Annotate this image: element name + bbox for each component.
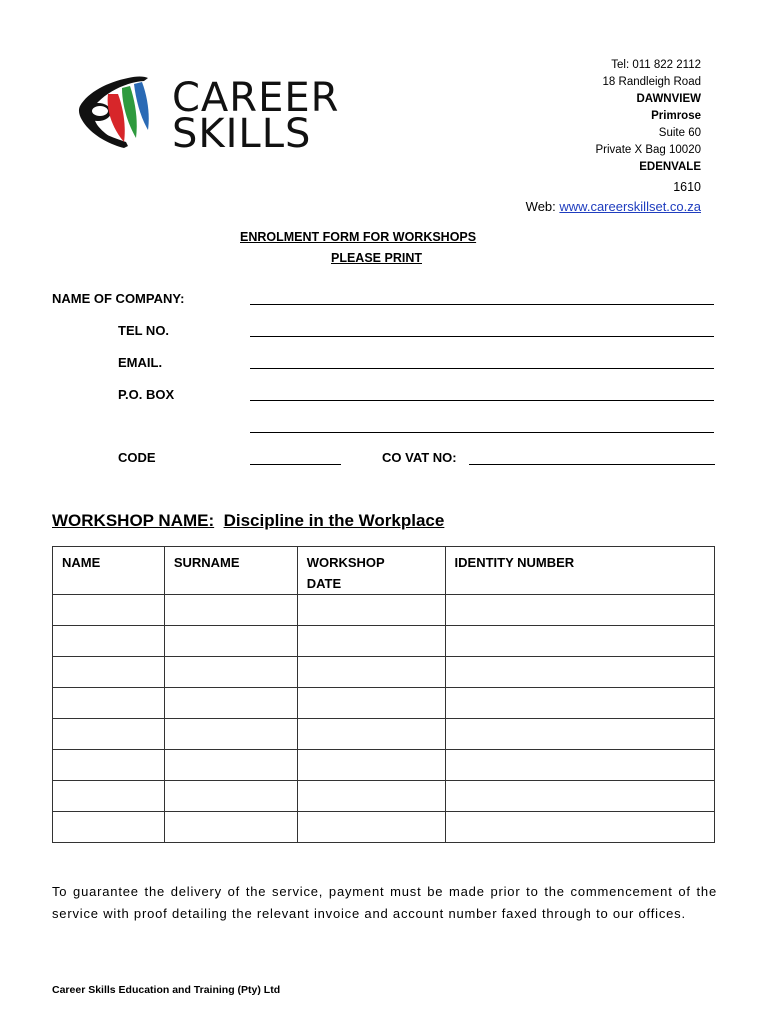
cell-surname[interactable]: [164, 626, 297, 657]
company-logo: [78, 72, 358, 156]
vat-input-line[interactable]: [469, 464, 715, 465]
table-row: [53, 626, 715, 657]
tel-label: TEL NO.: [118, 323, 170, 338]
code-input-line[interactable]: [250, 464, 341, 465]
cell-surname[interactable]: [164, 719, 297, 750]
workshop-label: WORKSHOP NAME:: [52, 511, 215, 530]
cell-name[interactable]: [53, 719, 165, 750]
payment-notice: To guarantee the delivery of the service, payment must be made prior to the commencement of the service with proof detailing the relevant invoice and account number faxed through to our offices.: [52, 884, 717, 921]
company-input-line[interactable]: [250, 304, 714, 305]
table-row: [53, 781, 715, 812]
cell-date[interactable]: [297, 626, 445, 657]
cell-name[interactable]: [53, 688, 165, 719]
po-box-label: P.O. BOX: [118, 387, 175, 402]
company-label: NAME OF COMPANY:: [52, 291, 185, 306]
header-date-line2: DATE: [306, 576, 342, 591]
web-label: Web:: [525, 199, 560, 214]
po-box-input-line-2[interactable]: [250, 432, 714, 433]
suburb-line: Primrose: [651, 110, 701, 122]
cell-name[interactable]: [53, 595, 165, 626]
cell-date[interactable]: [297, 595, 445, 626]
table-row: [53, 657, 715, 688]
website-link[interactable]: www.careerskillset.co.za: [559, 199, 701, 214]
company-footer: Career Skills Education and Training (Pty) Ltd: [52, 984, 281, 996]
table-row: [53, 750, 715, 781]
cell-date[interactable]: [297, 812, 445, 843]
city-line: EDENVALE: [639, 161, 701, 173]
suite-line: Suite 60: [658, 127, 701, 139]
cell-surname[interactable]: [164, 657, 297, 688]
cell-id[interactable]: [445, 595, 714, 626]
cell-date[interactable]: [297, 688, 445, 719]
table-row: [53, 719, 715, 750]
cell-name[interactable]: [53, 750, 165, 781]
attendee-table: [52, 546, 715, 843]
cell-id[interactable]: [445, 688, 714, 719]
cell-surname[interactable]: [164, 688, 297, 719]
area-line: DAWNVIEW: [636, 93, 701, 105]
logo-text-career: CAREER: [172, 75, 340, 121]
table-header-row: [53, 547, 715, 595]
cell-name[interactable]: [53, 657, 165, 688]
logo-text-skills: SKILLS: [172, 111, 312, 157]
header-name: NAME: [53, 547, 165, 595]
career-skills-logo-icon: [78, 72, 178, 156]
cell-date[interactable]: [297, 750, 445, 781]
email-input-line[interactable]: [250, 368, 714, 369]
cell-name[interactable]: [53, 781, 165, 812]
vat-label: CO VAT NO:: [382, 450, 457, 465]
cell-surname[interactable]: [164, 750, 297, 781]
code-label: CODE: [118, 450, 156, 465]
road-line: 18 Randleigh Road: [602, 76, 701, 88]
table-row: [53, 688, 715, 719]
cell-id[interactable]: [445, 626, 714, 657]
cell-id[interactable]: [445, 719, 714, 750]
header-identity-number: IDENTITY NUMBER: [445, 547, 714, 595]
cell-id[interactable]: [445, 750, 714, 781]
tel-line: Tel: 011 822 2112: [611, 59, 701, 71]
cell-date[interactable]: [297, 719, 445, 750]
cell-surname[interactable]: [164, 812, 297, 843]
po-box-input-line[interactable]: [250, 400, 714, 401]
table-row: [53, 595, 715, 626]
cell-id[interactable]: [445, 812, 714, 843]
tel-input-line[interactable]: [250, 336, 714, 337]
cell-date[interactable]: [297, 657, 445, 688]
cell-name[interactable]: [53, 812, 165, 843]
cell-surname[interactable]: [164, 595, 297, 626]
cell-id[interactable]: [445, 657, 714, 688]
form-title: ENROLMENT FORM FOR WORKSHOPS: [240, 230, 477, 244]
header-workshop-date: [297, 547, 445, 595]
table-row: [53, 812, 715, 843]
cell-id[interactable]: [445, 781, 714, 812]
header-date-line1: WORKSHOP: [306, 555, 385, 570]
form-subtitle: PLEASE PRINT: [331, 251, 422, 265]
cell-name[interactable]: [53, 626, 165, 657]
cell-date[interactable]: [297, 781, 445, 812]
address-block: [526, 57, 701, 215]
bag-line: Private X Bag 10020: [595, 144, 701, 156]
header-surname: SURNAME: [164, 547, 297, 595]
web-line: [526, 198, 701, 215]
postal-code: 1610: [673, 180, 701, 194]
cell-surname[interactable]: [164, 781, 297, 812]
workshop-name: Discipline in the Workplace: [223, 511, 445, 530]
workshop-title: [52, 511, 444, 531]
email-label: EMAIL.: [118, 355, 163, 370]
